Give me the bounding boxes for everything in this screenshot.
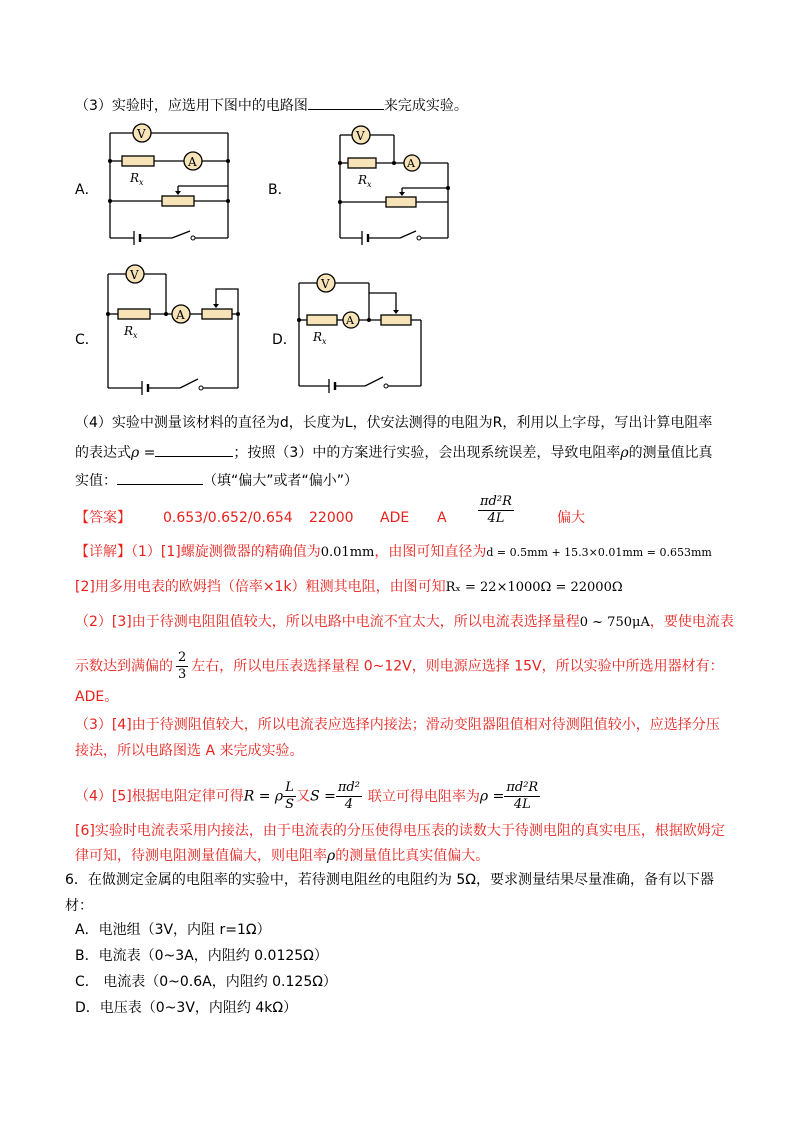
answer-blank[interactable] [308, 95, 384, 110]
answer-2: 22000 [309, 510, 354, 526]
rho-symbol: ρ = [131, 445, 156, 461]
q6-option-d: D．电压表（0~3V，内阻约 4kΩ） [75, 1000, 298, 1016]
answer-blank[interactable] [117, 470, 203, 485]
answer-blank[interactable] [155, 442, 233, 457]
option-label-c: C． [75, 332, 99, 348]
detail-line-4: 示数达到满偏的 $\frac{2}{3}$ 左右，所以电压表选择量程 0~12V，则电源应选择 15V，所以实验中所选用器材有： [75, 650, 724, 682]
ammeter-label: A [176, 308, 185, 322]
voltmeter-label: V [130, 268, 139, 282]
answer-6: 偏大 [557, 510, 585, 526]
answer-1: 0.653/0.652/0.654 [163, 510, 293, 526]
answer-5-fraction: $\frac{\text{πd²R}}{4L}$ [480, 494, 512, 526]
resistor-label: R [313, 330, 323, 344]
resistor-label: R [130, 171, 140, 185]
option-label-a: A． [75, 182, 99, 198]
resistor-subscript: x [139, 178, 144, 187]
detail-line-2: [2]用多用电表的欧姆挡（倍率×1k）粗测其电阻，由图可知Rₓ = 22×1000Ω = 22000Ω [75, 579, 623, 595]
answer-3: ADE [380, 510, 410, 526]
fraction-two-thirds: $\frac{2}{3}$ [178, 650, 187, 682]
detail-line-10: 律可知，待测电阻测量值偏大，则电阻率ρ的测量值比真实值偏大。 [75, 848, 490, 864]
detail-line-1: 【详解】（1）[1]螺旋测微器的精确值为0.01mm，由图可知直径为d = 0.5mm + 15.3×0.01mm = 0.653mm [75, 544, 712, 560]
resistor-label: R [358, 173, 368, 187]
answer-label: 【答案】 [75, 510, 131, 526]
detail-line-6: （3）[4]由于待测阻值较大，所以电流表应选择内接法；滑动变阻器阻值相对待测阻值较小，应选择分压 [75, 717, 720, 733]
q6-stem-1: 6．在做测定金属的电阻率的实验中，若待测电阻丝的电阻约为 5Ω，要求测量结果尽量准确，备有以下器 [65, 872, 714, 888]
voltmeter-label: V [356, 129, 365, 143]
q4-line-1: （4）实验中测量该材料的直径为d，长度为L，伏安法测得的电阻为R，利用以上字母，写出计算电阻率 [75, 415, 713, 431]
detail-line-9: [6]实验时电流表采用内接法，由于电流表的分压使得电压表的读数大于待测电阻的真实电压，根据欧姆定 [75, 823, 725, 839]
q4-line-3 [75, 470, 358, 491]
q4-text: 的测量值比真 [628, 445, 713, 461]
voltmeter-label: V [137, 127, 146, 141]
ammeter-label: A [346, 314, 354, 327]
detail-line-5: ADE。 [75, 689, 119, 705]
resistor-subscript: x [367, 180, 372, 189]
detail-line-7: 接法，所以电路图选 A 来完成实验。 [75, 743, 304, 759]
q6-option-b: B．电流表（0~3A，内阻约 0.0125Ω） [75, 948, 328, 964]
resistor-subscript: x [322, 337, 327, 346]
q6-option-c: C． 电流表（0~0.6A，内阻约 0.125Ω） [75, 974, 337, 990]
circuit-diagram-b [332, 120, 457, 255]
q4-text: 的表达式 [75, 445, 131, 461]
voltmeter-label: V [321, 277, 330, 291]
answer-4: A [437, 510, 447, 526]
q4-text: （填“偏大”或者“偏小”） [203, 473, 359, 489]
option-label-d: D． [272, 332, 297, 348]
q3-stem [75, 95, 468, 116]
circuit-diagram-d [293, 268, 433, 398]
q3-text-end: 来完成实验。 [383, 98, 468, 114]
ammeter-label: A [407, 157, 415, 170]
q3-text: （3）实验时，应选用下图中的电路图 [75, 98, 308, 114]
q6-stem-2: 材： [65, 898, 93, 914]
detail-line-8: （4）[5]根据电阻定律可得R = ρ $\frac{L}{S}$ 又S = $\frac{\text{πd²}}{4}$ 联立可得电阻率为ρ = $\frac{\text{πd²R}}{4L}$ [75, 780, 539, 812]
resistor-label: R [124, 324, 134, 338]
resistor-subscript: x [133, 331, 138, 340]
detail-line-3: （2）[3]由于待测电阻阻值较大，所以电路中电流不宜太大，所以电流表选择量程0 ~ 750μA，要使电流表 [75, 614, 734, 630]
q4-line-2 [75, 442, 713, 463]
option-label-b: B． [268, 182, 292, 198]
circuit-diagram-c [102, 262, 250, 397]
q6-option-a: A．电池组（3V，内阻 r=1Ω） [75, 922, 271, 938]
q4-text: ；按照（3）中的方案进行实验，会出现系统误差，导致电阻率 [233, 445, 621, 461]
q4-text: 实值： [75, 473, 117, 489]
circuit-diagram-a [100, 118, 240, 253]
rho-symbol: ρ [620, 445, 629, 461]
ammeter-label: A [188, 155, 197, 169]
